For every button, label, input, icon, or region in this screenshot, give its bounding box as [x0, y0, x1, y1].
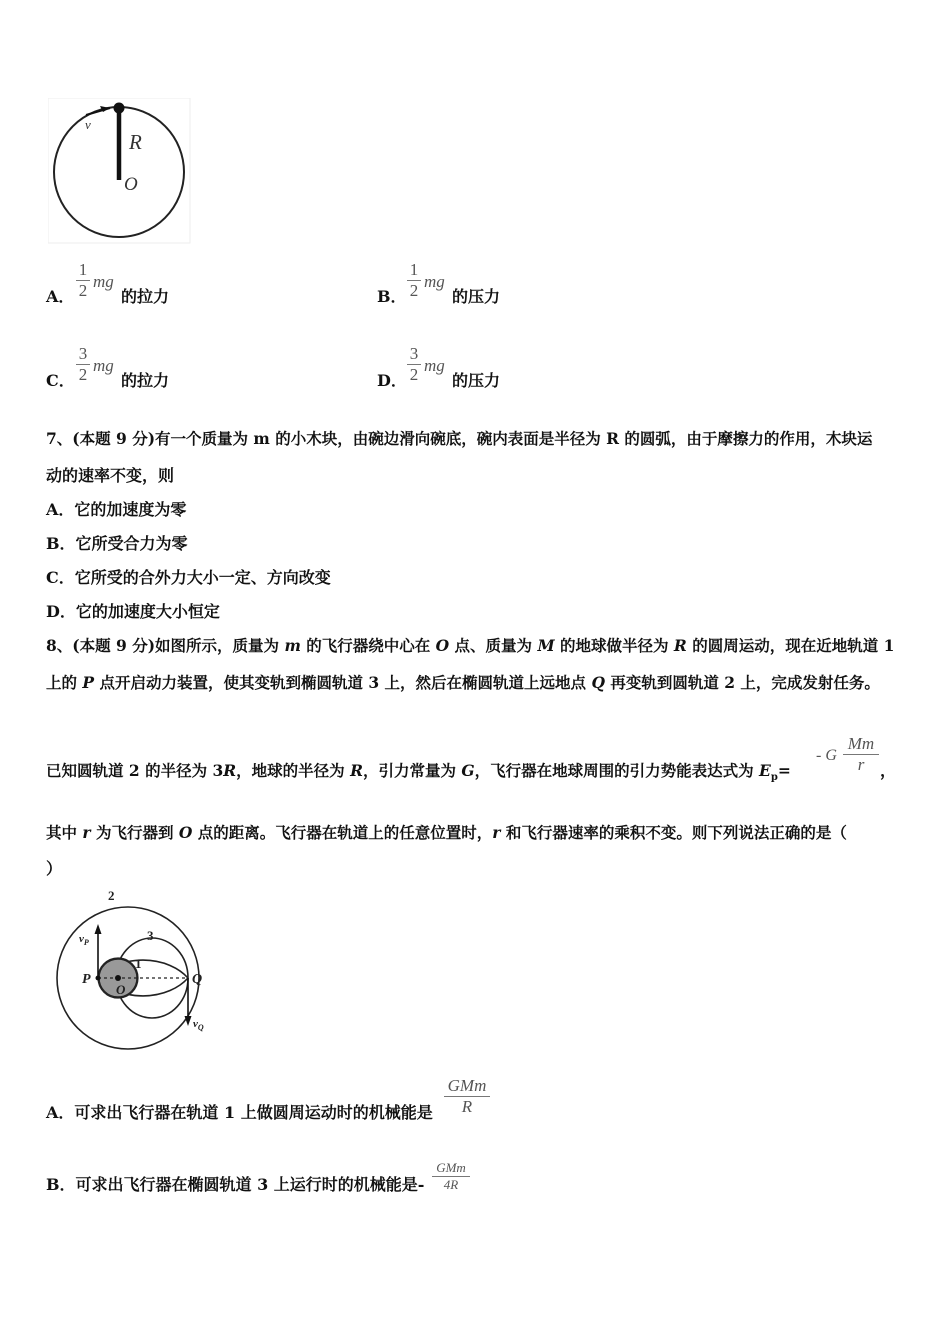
fraction: 1 2	[76, 261, 90, 300]
q7-stem-line2: 动的速率不变，则	[46, 466, 175, 485]
label-O: O	[116, 982, 126, 997]
fraction: 3 2	[76, 345, 90, 384]
ball	[114, 103, 125, 114]
label-1: 1	[135, 956, 142, 971]
q8-stem-line4: 其中 r 为飞行器到 O 点的距离。飞行器在轨道上的任意位置时，r 和飞行器速率的乘积不变。则下列说法正确的是（	[46, 823, 847, 842]
q8-stem-line3: 已知圆轨道 2 的半径为 3R，地球的半径为 R，引力常量为 G，飞行器在地球周围的引力势能表达式为 $E_p=$	[46, 761, 791, 784]
label-vp: $v_P$	[79, 933, 89, 947]
label-v: v	[85, 117, 91, 132]
q8-stem-line5: ）	[46, 859, 63, 878]
label-O: O	[124, 174, 138, 195]
q7-option-c[interactable]: C．它所受的合外力大小一定、方向改变	[46, 568, 331, 587]
fraction: GMm R	[444, 1077, 490, 1116]
fraction: 1 2	[407, 261, 421, 300]
q7-option-d[interactable]: D．它的加速度大小恒定	[46, 602, 220, 621]
q7-option-b[interactable]: B．它所受合力为零	[46, 534, 188, 553]
orbit-figure	[42, 884, 217, 1050]
label-2: 2	[108, 888, 115, 903]
ep-fraction: Mm r	[843, 735, 879, 774]
label-vq: $v_Q$	[193, 1018, 204, 1032]
q8-stem-line1: 8、(本题 9 分)如图所示，质量为 m 的飞行器绕中心在 O 点、质量为 M 的地球做半径为 R 的圆周运动，现在近地轨道 1	[46, 636, 895, 655]
q7-option-a[interactable]: A．它的加速度为零	[46, 500, 187, 519]
label-R: R	[129, 130, 142, 154]
option-letter: A．	[46, 287, 75, 306]
fraction: 3 2	[407, 345, 421, 384]
option-letter: D．	[377, 371, 407, 390]
option-letter: C．	[46, 371, 75, 390]
q8-stem-line2: 上的 P 点开启动力装置，使其变轨到椭圆轨道 3 上，然后在椭圆轨道上远地点 Q 再变轨到圆轨道 2 上，完成发射任务。	[46, 673, 880, 692]
fraction: GMm 4R	[432, 1161, 470, 1192]
label-Q: Q	[192, 972, 203, 987]
vertical-circle-figure	[48, 98, 193, 246]
label-3: 3	[147, 928, 154, 943]
option-letter: B．	[377, 287, 407, 306]
ep-minus-g: - G	[816, 747, 837, 764]
q7-stem-line1: 7、(本题 9 分)有一个质量为 m 的小木块，由碗边滑向碗底，碗内表面是半径为 R 的圆弧，由于摩擦力的作用，木块运	[46, 429, 873, 448]
label-P: P	[82, 972, 91, 987]
